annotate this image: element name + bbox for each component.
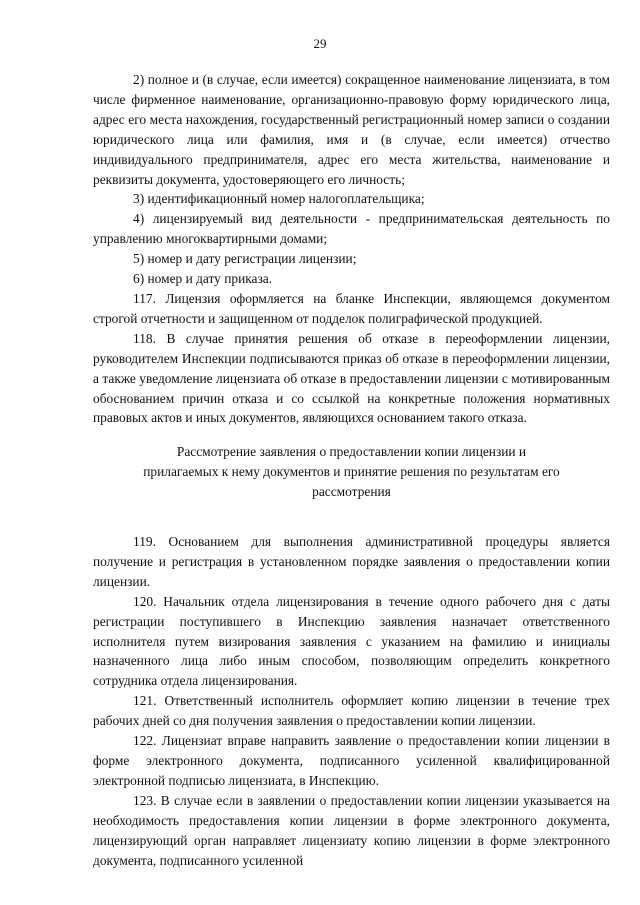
paragraph-item-5: 5) номер и дату регистрации лицензии; (133, 251, 357, 267)
section-heading (93, 442, 610, 502)
paragraph-item-6: 6) номер и дату приказа. (133, 271, 273, 287)
paragraph-item-2: 2) полное и (в случае, если имеется) сокращенное наименование лицензиата, в том числе фирменное наименование, организационно-правовую форму юридического лица, адрес его места нахождения, государственный регистрационный номер записи о создании юридического лица или фамилия, имя и (в случае, если имеется) отчество индивидуального предпринимателя, адрес его места жительства, наименование и реквизиты документа, удостоверяющего его личность; (93, 72, 610, 187)
paragraph-118: 118. В случае принятия решения об отказе в переоформлении лицензии, руководителем Инспекции подписываются приказ об отказе в переоформлении лицензии, а также уведомление лицензиата об отказе в предоставлении лицензии с мотивированным обоснованием причин отказа и со ссылкой на конкретные положения нормативных правовых актов и иных документов, являющихся основанием такого отказа. (93, 330, 610, 426)
paragraph-120: 120. Начальник отдела лицензирования в течение одного рабочего дня с даты регистрации поступившего в Инспекцию заявления назначает ответственного исполнителя путем визирования заявления с указанием на фамилию и инициалы назначенного лица либо иным способом, позволяющим определить конкретного сотрудника отдела лицензирования. (93, 593, 610, 689)
paragraph-item-3: 3) идентификационный номер налогоплательщика; (133, 191, 425, 207)
section-heading-line: прилагаемых к нему документов и принятие решения по результатам его (143, 464, 560, 480)
paragraph-119: 119. Основанием для выполнения административной процедуры является получение и регистрация в установленном порядке заявления о предоставлении копии лицензии. (93, 534, 610, 589)
section-heading-line: Рассмотрение заявления о предоставлении копии лицензии и (176, 444, 527, 460)
paragraph-122: 122. Лицензиат вправе направить заявление о предоставлении копии лицензии в форме электронного документа, подписанного усиленной квалифицированной электронной подписью лицензиата, в Инспекцию. (93, 733, 610, 788)
page-content (93, 70, 610, 870)
paragraph-item-4: 4) лицензируемый вид деятельности - предпринимательская деятельность по управлению многоквартирными домами; (93, 211, 610, 247)
paragraph-121: 121. Ответственный исполнитель оформляет копию лицензии в течение трех рабочих дней со дня получения заявления о предоставлении копии лицензии. (93, 693, 610, 729)
section-heading-line: рассмотрения (312, 484, 391, 500)
paragraph-123: 123. В случае если в заявлении о предоставлении копии лицензии указывается на необходимость предоставления копии лицензии в форме электронного документа, лицензирующий орган направляет лицензиату копию лицензии в форме электронного документа, подписанного усиленной (93, 792, 610, 868)
paragraph-117: 117. Лицензия оформляется на бланке Инспекции, являющемся документом строгой отчетности и защищенном от подделок полиграфической продукцией. (93, 290, 610, 326)
page-number: 29 (313, 36, 327, 51)
